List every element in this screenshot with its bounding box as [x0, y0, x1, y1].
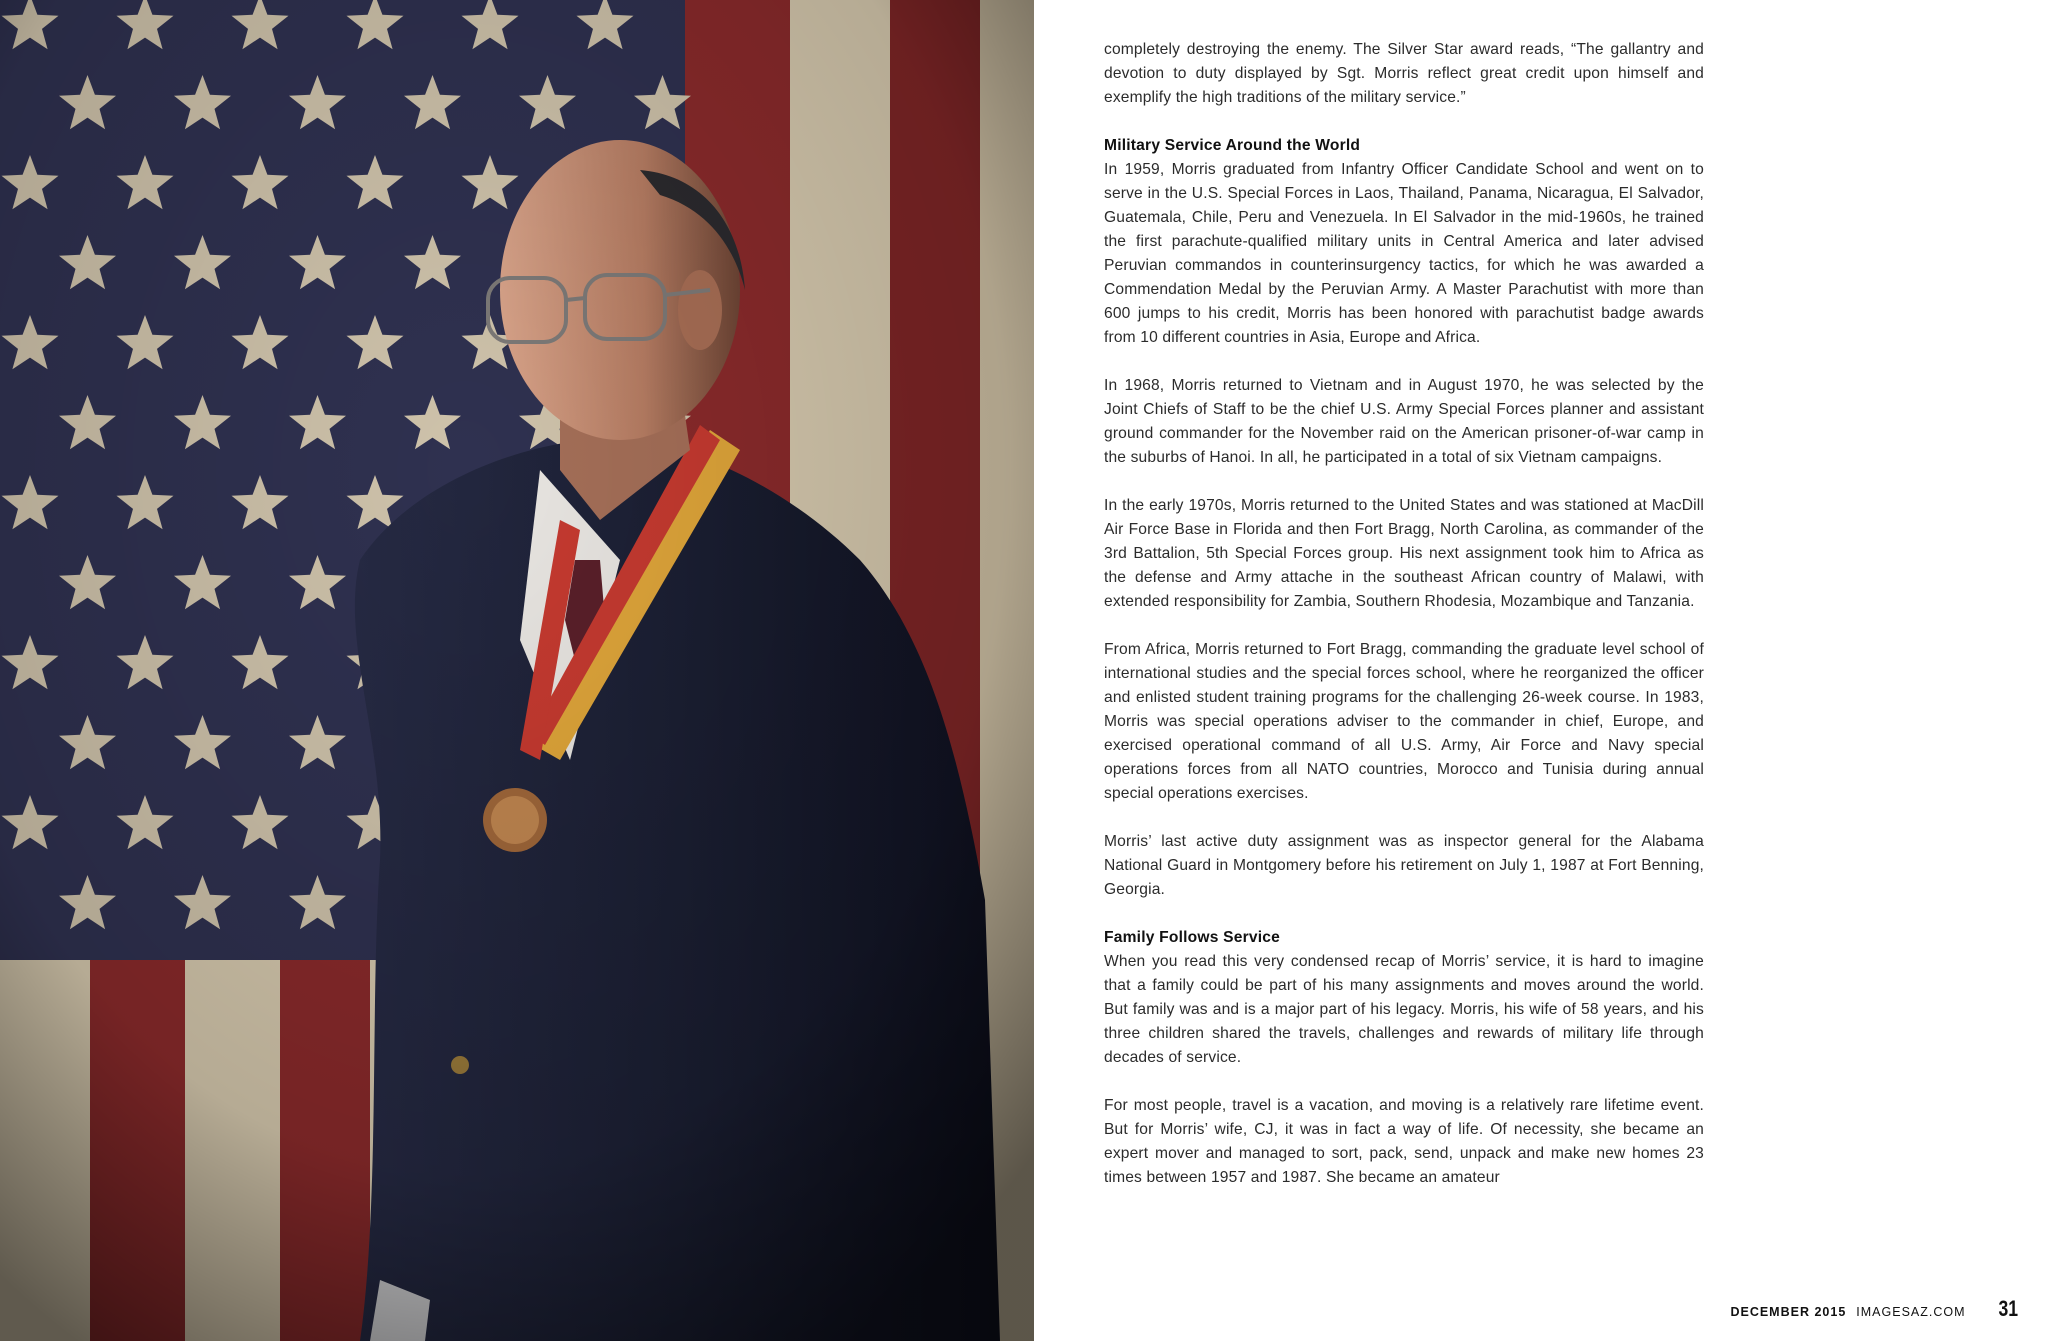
article-body [1104, 38, 1704, 1214]
paragraph-last-assignment: Morris’ last active duty assignment was as inspector general for the Alabama National Guard in Montgomery before his retirement on July 1, 1987 at Fort Benning, Georgia. [1104, 833, 1704, 898]
paragraph-travel: For most people, travel is a vacation, and moving is a relatively rare lifetime event. But for Morris’ wife, CJ, it was in fact a way of life. Of necessity, she became an expert mover and managed to sort, pack, send, unpack and make new homes 23 times between 1957 and 1987. She became an amateur [1104, 1097, 1704, 1186]
page-number: 31 [1997, 1296, 2018, 1321]
paragraph-africa: From Africa, Morris returned to Fort Bragg, commanding the graduate level school of international studies and the special forces school, where he reorganized the officer and enlisted student training programs for the challenging 26-week course. In 1983, Morris was special operations adviser to the commander in chief, Europe, and exercised operational command of all U.S. Army, Air Force and Navy special operations forces from all NATO countries, Morocco and Tunisia during annual special operations exercises. [1104, 641, 1704, 802]
paragraph-intro: completely destroying the enemy. The Silver Star award reads, “The gallantry and devotion to duty displayed by Sgt. Morris reflect great credit upon himself and exemplify the high traditions of the military service.” [1104, 41, 1704, 106]
paragraph-1970s: In the early 1970s, Morris returned to the United States and was stationed at MacDill Air Force Base in Florida and then Fort Bragg, North Carolina, as commander of the 3rd Battalion, 5th Special Forces group. His next assignment took him to Africa as the defense and Army attache in the southeast African country of Malawi, with extended responsibility for Zambia, Southern Rhodesia, Mozambique and Tanzania. [1104, 497, 1704, 610]
text-page [1034, 0, 2048, 1341]
section-heading-military-service: Military Service Around the World [1104, 137, 1361, 154]
paragraph-1968: In 1968, Morris returned to Vietnam and in August 1970, he was selected by the Joint Chiefs of Staff to be the chief U.S. Army Special Forces planner and assistant ground commander for the November raid on the American prisoner-of-war camp in the suburbs of Hanoi. In all, he participated in a total of six Vietnam campaigns. [1104, 377, 1704, 466]
paragraph-family: When you read this very condensed recap of Morris’ service, it is hard to imagine that a family could be part of his many assignments and moves around the world. But family was and is a major part of his legacy. Morris, his wife of 58 years, and his three children shared the travels, challenges and rewards of military life through decades of service. [1104, 953, 1704, 1066]
paragraph-1959: In 1959, Morris graduated from Infantry Officer Candidate School and went on to serve in the U.S. Special Forces in Laos, Thailand, Panama, Nicaragua, El Salvador, Guatemala, Chile, Peru and Venezuela. In El Salvador in the mid-1960s, he trained the first parachute-qualified military units in Central America and later advised Peruvian commandos in counterinsurgency tactics, for which he was awarded a Commendation Medal by the Peruvian Army. A Master Parachutist with more than 600 jumps to his credit, Morris has been honored with parachutist badge awards from 10 different countries in Asia, Europe and Africa. [1104, 161, 1704, 346]
page-footer [1730, 1296, 2020, 1320]
section-heading-family: Family Follows Service [1104, 929, 1280, 946]
issue-date: DECEMBER 2015 [1730, 1305, 1847, 1319]
site-name: IMAGESAZ.COM [1856, 1305, 1966, 1319]
